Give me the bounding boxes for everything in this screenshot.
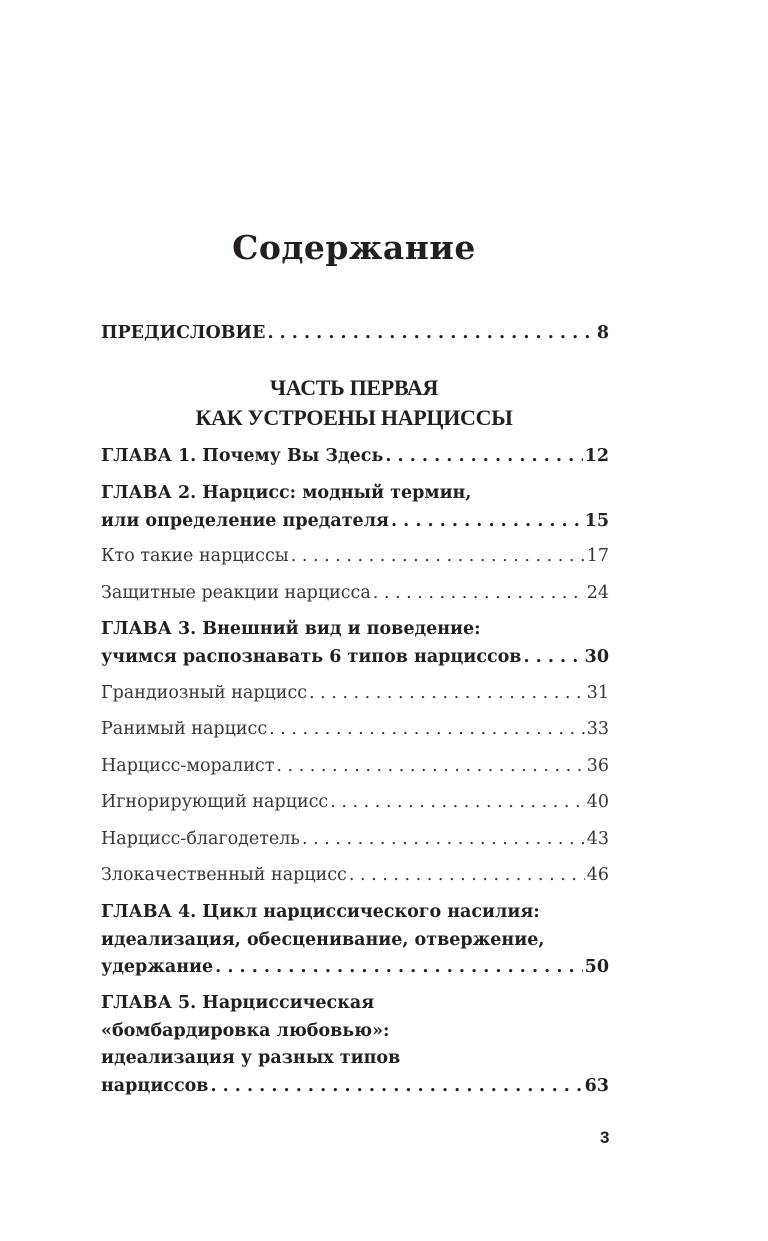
entry-title: учимся распознавать 6 типов нарциссов bbox=[101, 646, 522, 667]
entry-title: ГЛАВА 3. Внешний вид и поведение: bbox=[101, 619, 481, 639]
part-title: КАК УСТРОЕНЫ НАРЦИССЫ bbox=[195, 405, 513, 430]
entry-title: или определение предателя bbox=[101, 510, 389, 531]
entry-page: 30 bbox=[584, 646, 609, 667]
leader-dots bbox=[291, 543, 585, 571]
leader-dots bbox=[309, 680, 585, 708]
toc-entry-chapter-5[interactable] bbox=[101, 990, 609, 1100]
leader-dots bbox=[373, 580, 585, 608]
toc-entry-section[interactable] bbox=[101, 580, 609, 608]
entry-page: 50 bbox=[584, 957, 609, 977]
entry-page: 36 bbox=[586, 756, 609, 776]
leader-dots bbox=[210, 1073, 582, 1101]
toc-entry-section[interactable] bbox=[101, 543, 609, 571]
leader-dots bbox=[391, 508, 583, 536]
toc-entry-chapter-1[interactable] bbox=[101, 443, 609, 471]
entry-title: нарциссов bbox=[101, 1075, 209, 1096]
part-heading bbox=[0, 373, 708, 433]
entry-page: 33 bbox=[586, 719, 609, 739]
toc-entry-section[interactable] bbox=[101, 862, 609, 890]
toc-entry-chapter-2[interactable] bbox=[101, 480, 609, 535]
leader-dots bbox=[349, 862, 585, 890]
leader-dots bbox=[269, 716, 585, 744]
leader-dots bbox=[302, 826, 585, 854]
leader-dots bbox=[385, 443, 582, 471]
entry-title: Защитные реакции нарцисса bbox=[101, 583, 371, 603]
leader-dots bbox=[523, 644, 582, 672]
entry-title: Нарцисс-моралист bbox=[101, 756, 275, 776]
toc-entry-section[interactable] bbox=[101, 826, 609, 854]
entry-title: идеализация у разных типов bbox=[101, 1048, 401, 1068]
toc-entry-chapter-3[interactable] bbox=[101, 616, 609, 671]
part-number: ЧАСТЬ ПЕРВАЯ bbox=[269, 375, 439, 400]
entry-page: 24 bbox=[586, 583, 609, 603]
entry-title: ПРЕДИСЛОВИЕ bbox=[101, 323, 266, 343]
leader-dots bbox=[330, 789, 585, 817]
entry-title: идеализация, обесценивание, отвержение, bbox=[101, 929, 545, 950]
entry-page: 46 bbox=[586, 865, 609, 885]
page-title: Содержание bbox=[232, 228, 476, 267]
entry-page: 17 bbox=[586, 546, 609, 566]
leader-dots bbox=[267, 320, 594, 348]
entry-page: 31 bbox=[586, 683, 609, 703]
entry-title: Нарцисс-благодетель bbox=[101, 829, 300, 849]
entry-title: «бомбардировка любовью»: bbox=[101, 1020, 390, 1041]
entry-title: Кто такие нарциссы bbox=[101, 546, 289, 566]
entry-title: ГЛАВА 1. Почему Вы Здесь bbox=[101, 446, 384, 466]
entry-title: Злокачественный нарцисс bbox=[101, 865, 347, 885]
toc-entry-section[interactable] bbox=[101, 680, 609, 708]
entry-title: ГЛАВА 4. Цикл нарциссического насилия: bbox=[101, 902, 540, 922]
entry-page: 63 bbox=[584, 1075, 609, 1096]
entry-title: удержание bbox=[101, 957, 214, 977]
leader-dots bbox=[276, 753, 584, 781]
entry-title: ГЛАВА 5. Нарциссическая bbox=[101, 993, 375, 1013]
toc-entry-preface[interactable] bbox=[101, 320, 609, 348]
toc-entry-section[interactable] bbox=[101, 716, 609, 744]
entry-title: ГЛАВА 2. Нарцисс: модный термин, bbox=[101, 483, 472, 503]
entry-page: 15 bbox=[584, 510, 609, 531]
toc-entry-chapter-4[interactable] bbox=[101, 899, 609, 982]
entry-title: Ранимый нарцисс bbox=[101, 719, 268, 739]
page-number: 3 bbox=[600, 1128, 610, 1147]
leader-dots bbox=[215, 954, 582, 982]
toc-entry-section[interactable] bbox=[101, 753, 609, 781]
entry-title: Грандиозный нарцисс bbox=[101, 683, 308, 703]
entry-page: 40 bbox=[586, 792, 609, 812]
entry-title: Игнорирующий нарцисс bbox=[101, 792, 329, 812]
entry-page: 8 bbox=[596, 323, 609, 343]
entry-page: 43 bbox=[586, 829, 609, 849]
entry-page: 12 bbox=[584, 446, 609, 466]
toc-entry-section[interactable] bbox=[101, 789, 609, 817]
